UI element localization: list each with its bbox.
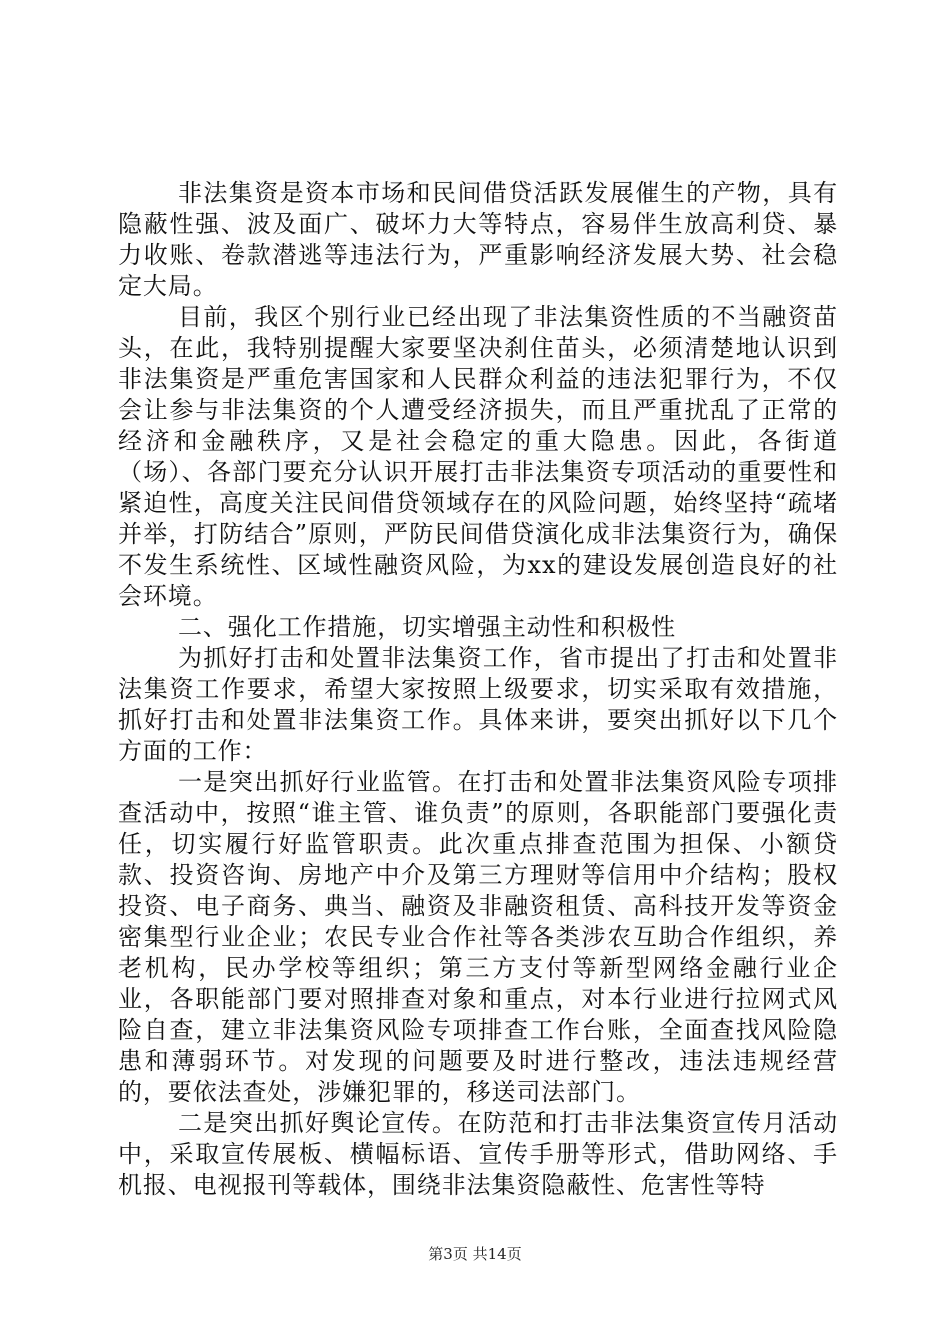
document-body	[118, 178, 838, 1201]
paragraph-intro: 非法集资是资本市场和民间借贷活跃发展催生的产物，具有隐蔽性强、波及面广、破坏力大等特点，容易伴生放高利贷、暴力收账、卷款潜逃等违法行为，严重影响经济发展大势、社会稳定大局。	[118, 179, 838, 300]
paragraph-current-situation: 目前，我区个别行业已经出现了非法集资性质的不当融资苗头，在此，我特别提醒大家要坚决刹住苗头，必须清楚地认识到非法集资是严重危害国家和人民群众利益的违法犯罪行为，不仅会让参与非法集资的个人遭受经济损失，而且严重扰乱了正常的经济和金融秩序，又是社会稳定的重大隐患。因此，各街道（场）、各部门要充分认识开展打击非法集资专项活动的重要性和紧迫性，高度关注民间借贷领域存在的风险问题，始终坚持“疏堵并举，打防结合”原则，严防民间借贷演化成非法集资行为，确保不发生系统性、区域性融资风险，为xx的建设发展创造良好的社会环境。	[118, 303, 838, 610]
paragraph-requirements: 为抓好打击和处置非法集资工作，省市提出了打击和处置非法集资工作要求，希望大家按照上级要求，切实采取有效措施，抓好打击和处置非法集资工作。具体来讲，要突出抓好以下几个方面的工作：	[118, 644, 838, 765]
paragraph-industry-supervision: 一是突出抓好行业监管。在打击和处置非法集资风险专项排查活动中，按照“谁主管、谁负责”的原则，各职能部门要强化责任，切实履行好监管职责。此次重点排查范围为担保、小额贷款、投资咨询、房地产中介及第三方理财等信用中介结构；股权投资、电子商务、典当、融资及非融资租赁、高科技开发等资金密集型行业企业；农民专业合作社等各类涉农互助合作组织，养老机构，民办学校等组织；第三方支付等新型网络金融行业企业，各职能部门要对照排查对象和重点，对本行业进行拉网式风险自查，建立非法集资风险专项排查工作台账，全面查找风险隐患和薄弱环节。对发现的问题要及时进行整改，违法违规经营的，要依法查处，涉嫌犯罪的，移送司法部门。	[118, 768, 838, 1106]
paragraph-publicity: 二是突出抓好舆论宣传。在防范和打击非法集资宣传月活动中，采取宣传展板、横幅标语、宣传手册等形式，借助网络、手机报、电视报刊等载体，围绕非法集资隐蔽性、危害性等特	[118, 1109, 838, 1199]
section-heading: 二、强化工作措施，切实增强主动性和积极性	[178, 613, 676, 641]
page-number-footer: 第3页 共14页	[428, 1245, 522, 1263]
